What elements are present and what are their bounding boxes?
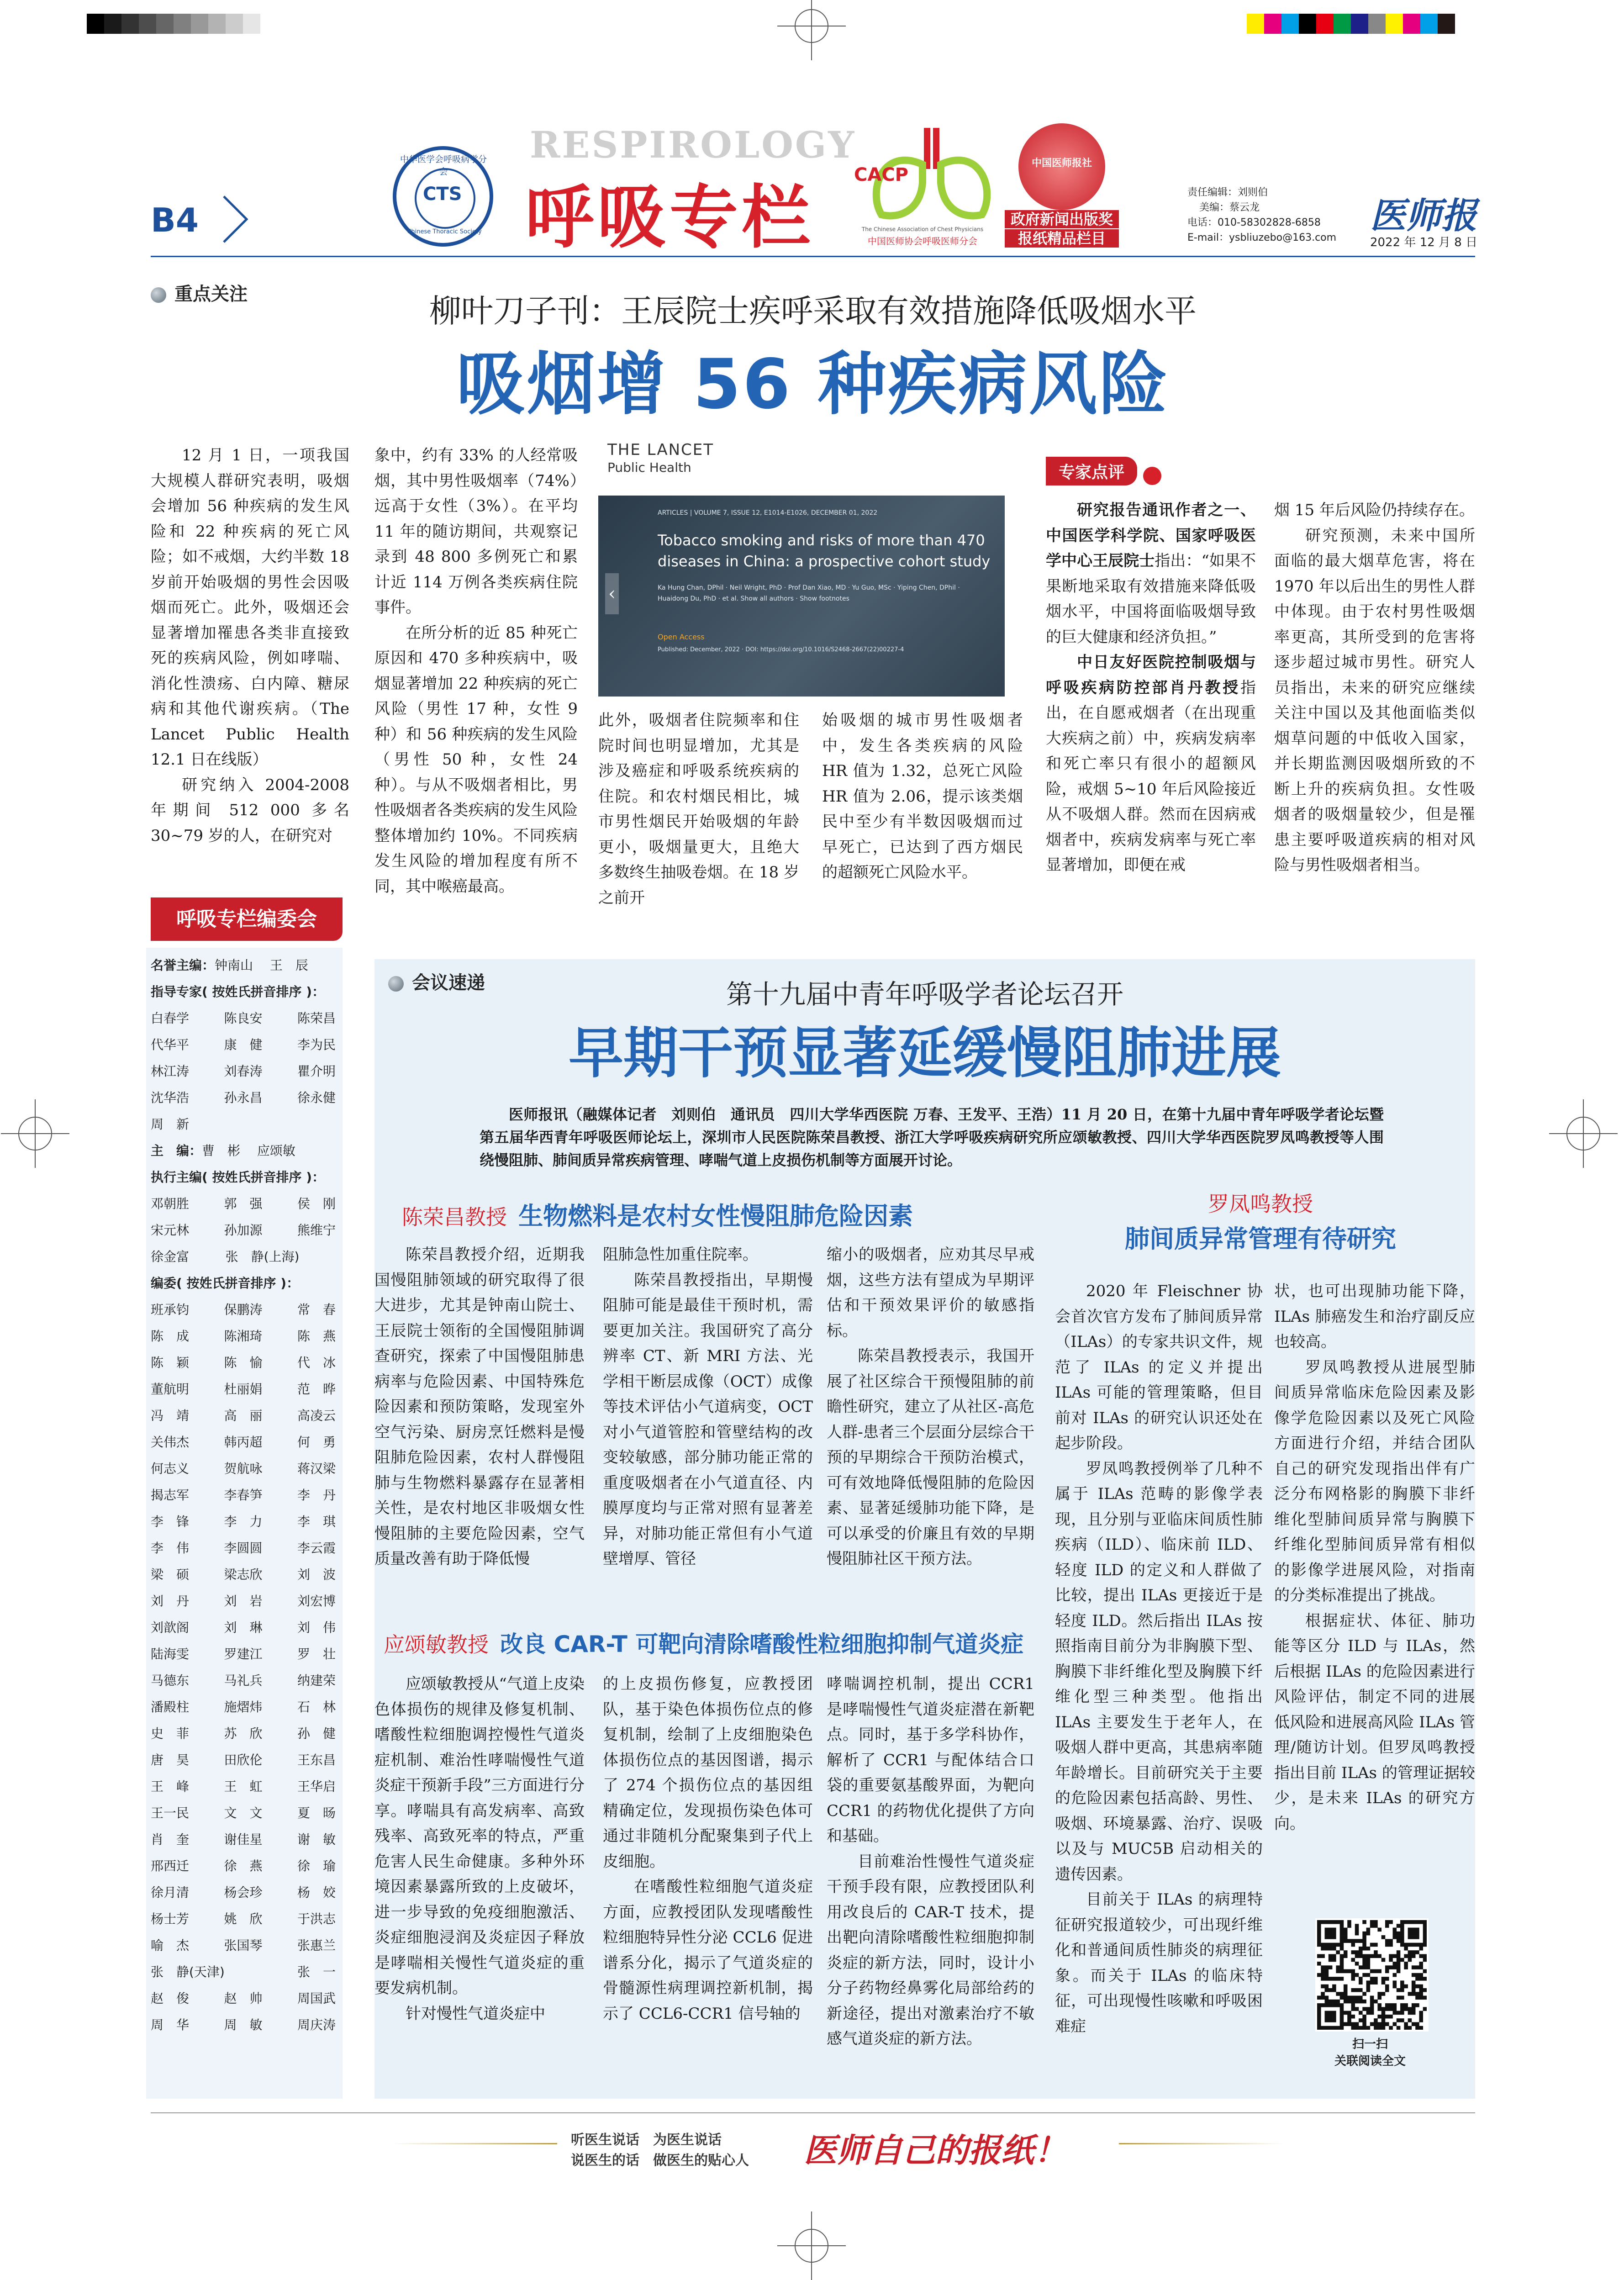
speaker-topic: 生物燃料是农村女性慢阻肺危险因素 [518,1202,913,1230]
board-member-name: 关伟杰 [151,1435,190,1450]
board-row [151,1932,336,1959]
expert-name: 研究报告通讯作者之一、中国医学科学院、国家呼吸医学中心王辰院士 [1046,501,1256,570]
board-row [151,1985,336,2012]
board-label: 主 编： [151,1143,202,1158]
board-row [151,1906,336,1932]
board-row [151,1694,336,1721]
board-member-name: 李 力 [224,1514,263,1529]
board-member-name: 孙 健 [297,1726,336,1741]
board-member-name: 喻 杰 [151,1938,190,1953]
board-member-name: 苏 欣 [224,1726,263,1741]
board-member-name: 代华平 [151,1037,190,1052]
board-row [151,1191,336,1217]
board-member-name: 梁 硕 [151,1567,190,1582]
article-column-3 [598,708,799,911]
board-advisers-label [151,979,336,1005]
board-member-name: 于洪志 [297,1911,336,1926]
color-bar [1247,14,1455,36]
board-member-name: 张 静(上海) [225,1249,300,1264]
board-member-name: 石 林 [297,1699,336,1715]
board-member-name: 陈 愉 [224,1355,263,1370]
column-name-en: RESPIROLOGY [530,123,856,166]
board-member-name: 谢 敏 [297,1832,336,1847]
board-row [151,1482,336,1509]
lancet-journal-sub: Public Health [607,460,691,475]
board-row [151,1747,336,1773]
lancet-paper-title: Tobacco smoking and risks of more than 470 diseases in China: a prospective cohort study [658,532,991,570]
board-row [151,1826,336,1853]
qr-code-image [1317,1920,1427,2030]
board-member-name: 刘 伟 [297,1620,336,1635]
board-advisers [151,1005,336,1138]
article-column-4 [822,708,1023,886]
luo-column-2 [1274,1279,1475,1837]
board-member-name: 周国武 [297,1991,336,2006]
board-label: 编委( 按姓氏拼音排序 )： [151,1276,300,1291]
ying-column-1 [374,1672,585,2027]
qr-caption-2: 关联阅读全文 [1334,2054,1406,2068]
paragraph: 始吸烟的城市男性吸烟者中，发生各类疾病的风险 HR 值为 1.32，总死亡风险 HR 值为 2.06，提示该类烟民中至少有半数因吸烟而过早死亡，已达到了西方烟民的超额死亡风险水平。 [822,711,1023,881]
pushpin-icon [1143,467,1161,485]
paragraph [1046,498,1256,650]
cts-logo-text: 中华医学会呼吸病学分会 [400,154,487,177]
board-row [151,1085,336,1111]
section-label-focus [151,280,248,306]
footer-slogan-1: 听医生说话 为医生说话 [571,2132,722,2148]
board-row [151,1879,336,1906]
board-member-name: 杨 姣 [297,1885,336,1900]
section-bullet-icon [151,287,166,303]
board-member-name: 潘殿柱 [151,1699,190,1715]
board-row [151,1297,336,1323]
paragraph: 陈荣昌教授表示，我国开展了社区综合干预慢阻肺的前瞻性研究，建立了从社区-高危人群-患者三个层面分层综合干预的早期综合干预防治模式，可有效地降低慢阻肺的危险因素、显著延缓肺功能下降，是可以承受的价廉且有效的早期慢阻肺社区干预方法。 [827,1347,1034,1568]
board-member-name: 杨士芳 [151,1911,190,1926]
paragraph: 应颂敏教授从“气道上皮染色体损伤的规律及修复机制、嗜酸性粒细胞调控慢性气道炎症机制、难治性哮喘慢性气道炎症干预新手段”三方面进行分享。哮喘具有高发病率、高致残率、高致死率的特点，严重危害人民生命健康。多种外环境因素暴露所致的上皮破坏，进一步导致的免疫细胞激活、炎症细胞浸润及炎症因子释放是哮喘相关慢性气道炎症的重要发病机制。 [374,1675,585,1997]
lancet-open-access-badge: Open Access [658,633,705,641]
section-label-text: 会议速递 [412,972,485,993]
board-member-name: 韩丙超 [224,1435,263,1450]
expert-comment-label [1046,457,1161,486]
board-member-name: 瞿介明 [297,1064,336,1079]
issue-date: 2022 年 12 月 8 日 [1370,236,1478,249]
board-member-name: 马礼兵 [224,1673,263,1688]
footer-flourish [393,2143,557,2144]
board-title: 呼吸专栏编委会 [151,897,343,941]
email: E-mail：ysbliuzebo@163.com [1187,232,1337,243]
board-row [151,1959,336,1985]
board-row [151,1456,336,1482]
board-row [151,1800,336,1826]
board-row [151,1376,336,1403]
board-member-name: 郭 强 [224,1196,263,1211]
footer-slogan-2: 说医生的话 做医生的贴心人 [571,2153,749,2169]
expert-quote: 指出，在自愿戒烟者（在出现重大疾病之前）中，疾病发病率和死亡率只有很小的超额风险，戒烟 5~10 年后风险接近从不吸烟人群。然而在因病戒烟者中，疾病发病率与死亡率显著增加，即便在戒 [1046,678,1256,874]
board-member-name: 沈华浩 [151,1090,190,1105]
board-member-name: 侯 刚 [297,1196,336,1211]
board-member-name: 李 丹 [297,1488,336,1503]
award-line-1: 政府新闻出版奖 [1005,210,1119,228]
board-member-name: 周庆涛 [297,2017,336,2032]
expert-name: 中日友好医院控制吸烟与呼吸疾病防控部肖丹教授 [1046,653,1256,697]
board-member-name: 王东昌 [297,1752,336,1768]
board-row [151,1668,336,1694]
board-member-name: 宋元林 [151,1223,190,1238]
board-member-name: 徐 燕 [224,1858,263,1874]
board-member-name: 徐永健 [297,1090,336,1105]
board-member-name: 施熠炜 [224,1699,263,1715]
board-members-label [151,1270,336,1297]
conference-subtitle: 第十九届中青年呼吸学者论坛召开 [726,979,1123,1010]
qr-caption-1: 扫一扫 [1352,2037,1388,2051]
speaker-name: 陈荣昌教授 [402,1205,507,1230]
board-member-name: 高凌云 [297,1408,336,1423]
board-member-name: 徐月清 [151,1885,190,1900]
speaker-name: 应颂敏教授 [384,1632,489,1657]
article-title: 吸烟增 56 种疾病风险 [456,345,1170,424]
board-member-name: 陈良安 [224,1011,263,1026]
board-member-name: 周 华 [151,2017,190,2032]
board-member-name: 王 虹 [224,1779,263,1794]
chen-column-2 [603,1242,813,1572]
lancet-published: Published: December, 2022 · DOI: https://doi.org/10.1016/S2468-2667(22)00227-4 [658,646,904,653]
cts-logo-en: Chinese Thoracic Society [407,228,482,235]
cacp-name-en: The Chinese Association of Chest Physicians [861,226,984,232]
paper-name: 医师报 [1370,195,1477,237]
board-row [151,1641,336,1668]
board-member-name: 周 新 [151,1117,190,1132]
paragraph: 12 月 1 日，一项我国大规模人群研究表明，吸烟会增加 56 种疾病的发生风险和 22 种疾病的死亡风险；如不戒烟，大约半数 18 岁前开始吸烟的男性会因吸烟而死亡。此外，吸烟还会显著增加罹患各类非直接致死的疾病风险，例如哮喘、消化性溃疡、白内障、糖尿病和其他代谢疾病。（The Lancet Public Health 12.1 日在线版） [151,446,349,769]
header-info [1187,185,1336,245]
paragraph: 研究预测，未来中国所面临的最大烟草危害，将在 1970 年以后出生的男性人群中体现。由于农村男性吸烟率更高，其所受到的危害将逐步超过城市男性。研究人员指出，未来的研究应继续关注中国以及其他面临类似烟草问题的中低收入国家，并长期监测因吸烟所致的不断上升的疾病负担。女性吸烟者的吸烟量较少，但是罹患主要呼吸道疾病的相对风险与男性吸烟者相当。 [1274,526,1475,874]
board-names: 钟南山 王 辰 [215,958,308,973]
board-member-name: 陈荣昌 [297,1011,336,1026]
board-member-name: 马德东 [151,1673,190,1688]
grayscale-bar [87,14,260,36]
board-row [151,1350,336,1376]
article-column-1 [151,443,349,849]
board-member-name: 刘 波 [297,1567,336,1582]
board-member-name: 姚 欣 [224,1911,263,1926]
board-exec [151,1191,336,1270]
ying-column-2 [603,1672,813,2027]
registration-mark [18,1117,52,1151]
phone: 电话：010-58302828-6858 [1187,217,1321,228]
board-member-name: 张 静(天津) [151,1964,225,1979]
board-label: 名誉主编： [151,958,215,973]
board-member-name: 冯 靖 [151,1408,190,1423]
lancet-meta: ARTICLES | VOLUME 7, ISSUE 12, E1014-E1026, DECEMBER 01, 2022 [658,509,878,517]
board-row [151,1403,336,1429]
lancet-journal-name: THE LANCET [607,441,714,459]
board-member-name: 范 晔 [297,1382,336,1397]
board-member-name: 白春学 [151,1011,190,1026]
footer-rule [151,2112,1475,2113]
board-member-name: 李云霞 [297,1541,336,1556]
paragraph: 状，也可出现肺功能下降，ILAs 肺癌发生和治疗副反应也较高。 [1274,1282,1475,1351]
board-row [151,1562,336,1588]
registration-mark [795,2229,828,2263]
board-member-name: 常 春 [297,1302,336,1317]
paragraph: 阻肺急性加重住院率。 [603,1246,758,1264]
board-member-name: 文 文 [224,1805,263,1821]
qr-code[interactable] [1315,1918,1429,2032]
board-member-name: 赵 俊 [151,1991,190,2006]
paragraph: 研究纳入 2004-2008 年期间 512 000 多名 30~79 岁的人，在研究对 [151,776,349,845]
article-column-6 [1274,498,1475,878]
board-member-name: 康 健 [224,1037,263,1052]
speaker-topic: 改良 CAR-T 可靶向清除嗜酸性粒细胞抑制气道炎症 [500,1631,1024,1657]
board-member-name: 田欣伦 [224,1752,263,1768]
board-member-name: 董航明 [151,1382,190,1397]
board-member-name: 陈湘琦 [224,1329,263,1344]
cacp-abbr: CACP [854,164,908,185]
paragraph: 陈荣昌教授指出，早期慢阻肺可能是最佳干预时机，需要更加关注。我国研究了高分辨率 CT、新 MRI 方法、光学相干断层成像（OCT）成像等技术评估小气道病变，OCT 对小气道管腔和管壁结构的改变较敏感，部分肺功能正常的重度吸烟者在小气道直径、内膜厚度均与正常对照有显著差异，对肺功能正常但有小气道壁增厚、管径 [603,1271,813,1568]
footer-slogan-3: 医师自己的报纸！ [804,2131,1067,2169]
board-member-name: 何志义 [151,1461,190,1476]
board-member-name: 高 丽 [224,1408,263,1423]
paragraph: 罗凤鸣教授例举了几种不属于 ILAs 范畴的影像学表现，且分别与亚临床间质性肺疾病（ILD）、临床前 ILD、轻度 ILD 的定义和人群做了比较，提出 ILAs 更接近于是轻度 ILD。然后指出 ILAs 按照指南目前分为非胸膜下型、胸膜下非纤维化型及胸膜下纤维化型三种类型。他指出 ILAs 主要发生于老年人，在吸烟人群中更高，其患病率随年龄增长。目前研究关于主要的危险因素包括高龄、男性、吸烟、环境暴露、治疗、误吸以及与 MUC5B 启动相关的遗传因素。 [1055,1459,1263,1884]
board-member-name: 陈 颖 [151,1355,190,1370]
board-row [151,1429,336,1456]
lancet-dark-panel [598,496,1005,697]
board-member-name: 班承钧 [151,1302,190,1317]
section-label-text: 重点关注 [174,284,248,305]
board-row [151,1323,336,1350]
board-chief [151,1138,336,1164]
award-seal [1005,123,1119,247]
paragraph: 目前关于 ILAs 的病理特征研究报道较少，可出现纤维化和普通间质性肺炎的病理征象。而关于 ILAs 的临床特征，可出现慢性咳嗽和呼吸困难症 [1055,1890,1263,2036]
luo-topic: 肺间质异常管理有待研究 [1125,1224,1396,1253]
award-line-2: 报纸精品栏目 [1005,229,1119,248]
editor: 责任编辑：刘则伯 [1187,187,1268,198]
paragraph: 陈荣昌教授介绍，近期我国慢阻肺领域的研究取得了很大进步，尤其是钟南山院士、王辰院士领衔的全国慢阻肺调查研究，探索了中国慢阻肺患病率与危险因素、中国特殊危险因素和预防策略，发现室外空气污染、厨房烹饪燃料是慢阻肺危险因素，农村人群慢阻肺与生物燃料暴露存在显著相关性，是农村地区非吸烟女性慢阻肺的主要危险因素，空气质量改善有助于降低慢 [374,1246,585,1568]
paragraph: 哮喘调控机制，提出 CCR1 是哮喘慢性气道炎症潜在新靶点。同时，基于多学科协作，解析了 CCR1 与配体结合口袋的重要氨基酸界面，为靶向 CCR1 的药物优化提供了方向和基础。 [827,1675,1034,1845]
board-member-name: 王 峰 [151,1779,190,1794]
board-member-name: 揭志军 [151,1488,190,1503]
board-member-name: 刘春涛 [224,1064,263,1079]
board-member-name: 刘宏博 [297,1594,336,1609]
board-member-name: 梁志欣 [224,1567,263,1582]
lancet-authors: Ka Hung Chan, DPhil · Neil Wright, PhD · Prof Dan Xiao, MD · Yu Guo, MSc · Yiping Chen, DPhil · Huaidong Du, PhD · et al. Show all authors · Show footnotes [658,584,960,602]
ying-heading [384,1626,1023,1659]
board-row [151,1032,336,1058]
board-member-name: 纳建荣 [297,1673,336,1688]
board-row [151,1244,336,1270]
paragraph: 象中，约有 33% 的人经常吸烟，其中男性吸烟率（74%）远高于女性（3%）。在平均 11 年的随访期间，共观察记录到 48 800 多例死亡和累计近 114 万例各类疾病住院事件。 [374,446,578,617]
board-member-name: 李 琪 [297,1514,336,1529]
registration-mark [795,9,828,43]
chen-column-3 [827,1242,1034,1572]
board-member-name: 李 伟 [151,1541,190,1556]
board-member-name: 张惠兰 [297,1938,336,1953]
board-member-name: 徐金富 [151,1249,190,1264]
cacp-name-cn: 中国医师协会呼吸医师分会 [868,236,977,247]
board-row [151,1058,336,1085]
board-row [151,1615,336,1641]
board-member-name: 李圆圆 [224,1541,263,1556]
board-member-name: 罗建江 [224,1647,263,1662]
board-member-name: 陈 成 [151,1329,190,1344]
board-member-name: 史 菲 [151,1726,190,1741]
board-honorary [151,952,336,979]
board-row [151,1111,336,1138]
board-names: 曹 彬 应颂敏 [202,1143,295,1158]
board-members [151,1297,336,2038]
board-member-name: 赵 帅 [224,1991,263,2006]
paragraph: 在所分析的近 85 种死亡原因和 470 多种疾病中，吸烟显著增加 22 种疾病的死亡风险（男性 17 种，女性 9 种）和 56 种疾病的发生风险（男性 50 种，女性 24 种）。与从不吸烟者相比，男性吸烟者各类疾病的发生风险整体增加约 10%。不同疾病发生风险的增加程度有所不同，其中喉癌最高。 [374,623,578,896]
paragraph: 2020 年 Fleischner 协会首次官方发布了肺间质异常（ILAs）的专家共识文件，规范了 ILAs 的定义并提出 ILAs 可能的管理策略，但目前对 ILAs 的研究认识还处在起步阶段。 [1055,1282,1263,1452]
board-row [151,1535,336,1562]
board-member-name: 周 敏 [224,2017,263,2032]
board-member-name: 邓朝胜 [151,1196,190,1211]
paragraph: 针对慢性气道炎症中 [406,2004,545,2023]
board-row [151,1588,336,1615]
board-row [151,1005,336,1032]
designer: 美编：蔡云龙 [1199,202,1260,213]
column-name-cn: 呼吸专栏 [525,178,814,258]
ying-column-3 [827,1672,1034,2052]
board-member-name: 王一民 [151,1805,190,1821]
editorial-board [151,952,336,2038]
board-member-name: 贺航咏 [224,1461,263,1476]
article-column-2 [374,443,578,899]
board-row [151,1509,336,1535]
board-member-name: 陆海雯 [151,1647,190,1662]
article-column-5 [1046,498,1256,878]
chen-heading [402,1197,913,1232]
luo-column-1 [1055,1279,1263,2039]
footer-flourish [1119,2143,1283,2144]
board-row [151,1853,336,1879]
paragraph [1046,650,1256,878]
board-member-name: 李春笋 [224,1488,263,1503]
board-member-name: 王华启 [297,1779,336,1794]
paragraph: 目前难治性慢性气道炎症干预手段有限，应教授团队利用改良后的 CAR-T 技术，提出靶向清除嗜酸性粒细胞抑制炎症的新方法，同时，设计小分子药物经鼻雾化局部给药的新途径，提出对激素治疗不敏感气道炎症的新方法。 [827,1852,1034,2048]
paragraph: 缩小的吸烟者，应劝其尽早戒烟，这些方法有望成为早期评估和干预效果评价的敏感指标。 [827,1246,1034,1340]
board-member-name: 代 冰 [297,1355,336,1370]
paragraph: 在嗜酸性粒细胞气道炎症方面，应教授团队发现嗜酸性粒细胞特异性分泌 CCL6 促进谱系分化，揭示了气道炎症的骨髓源性病理调控新机制，揭示了 CCL6-CCR1 信号轴的 [603,1878,813,2023]
paragraph: 罗凤鸣教授从进展型肺间质异常临床危险因素及影像学危险因素以及死亡风险方面进行介绍，并结合团队自己的研究发现指出伴有广泛分布网格影的胸膜下非纤维化型肺间质异常与胸膜下纤维化型肺间质异常有相似的影像学进展风险，对指南的分类标准提出了挑战。 [1274,1358,1475,1604]
paragraph: 根据症状、体征、肺功能等区分 ILD 与 ILAs，然后根据 ILAs 的危险因素进行风险评估，制定不同的进展低风险和进展高风险 ILAs 管理/随访计划。但罗凤鸣教授指出目前 ILAs 的管理证据较少，是未来 ILAs 的研究方向。 [1274,1611,1475,1833]
cts-logo [393,146,493,247]
board-member-name: 刘 岩 [224,1594,263,1609]
board-member-name: 杨会珍 [224,1885,263,1900]
board-member-name: 何 勇 [297,1435,336,1450]
board-row [151,1773,336,1800]
board-member-name: 罗 壮 [297,1647,336,1662]
paragraph: 的上皮损伤修复，应教授团队，基于染色体损伤位点的修复机制，绘制了上皮细胞染色体损伤位点的基因图谱，揭示了 274 个损伤位点的基因组精确定位，发现损伤染色体可通过非随机分配聚集到子代上皮细胞。 [603,1675,813,1871]
registration-mark [1566,1117,1600,1151]
board-label: 指导专家( 按姓氏拼音排序 )： [151,984,325,999]
board-member-name: 邢西迁 [151,1858,190,1874]
board-member-name: 熊维宁 [297,1223,336,1238]
board-member-name: 陈 燕 [297,1329,336,1344]
page-code-chevron-icon [219,192,251,247]
board-exec-label [151,1164,336,1191]
board-member-name: 林江涛 [151,1064,190,1079]
board-member-name: 徐 瑜 [297,1858,336,1874]
board-member-name: 蒋汉梁 [297,1461,336,1476]
board-member-name: 夏 旸 [297,1805,336,1821]
page-code: B4 [151,201,199,239]
board-member-name: 李 锋 [151,1514,190,1529]
board-label: 执行主编( 按姓氏拼音排序 )： [151,1170,325,1185]
board-member-name: 肖 奎 [151,1832,190,1847]
lancet-article-screenshot [598,441,1005,697]
paragraph: 烟 15 年后风险仍持续存在。 [1274,501,1475,519]
board-row [151,1721,336,1747]
board-row [151,1217,336,1244]
conference-title: 早期干预显著延缓慢阻肺进展 [569,1022,1281,1085]
board-member-name: 刘 丹 [151,1594,190,1609]
conference-lead [480,1103,1384,1172]
paragraph: 医师报讯（融媒体记者 刘则伯 通讯员 四川大学华西医院 万春、王发平、王浩）11 月 20 日，在第十九届中青年呼吸学者论坛暨第五届华西青年呼吸医师论坛上，深圳市人民医院陈荣昌教授、浙江大学呼吸疾病研究所应颂敏教授、四川大学华西医院罗凤鸣教授等人围绕慢阻肺、肺间质异常疾病管理、哮喘气道上皮损伤机制等方面展开讨论。 [480,1106,1384,1169]
expert-quote: 指出：“如果不果断地采取有效措施来降低吸烟水平，中国将面临吸烟导致的巨大健康和经济负担。” [1046,552,1256,646]
article-subtitle: 柳叶刀子刊：王辰院士疾呼采取有效措施降低吸烟水平 [429,292,1197,330]
expert-comment-label-text: 专家点评 [1046,457,1137,486]
luo-name: 罗凤鸣教授 [1208,1192,1313,1216]
carousel-prev-icon: ‹ [605,573,619,614]
board-member-name: 刘 琳 [224,1620,263,1635]
board-member-name: 孙加源 [224,1223,263,1238]
board-member-name: 唐 昊 [151,1752,190,1768]
board-row [151,2012,336,2038]
board-member-name: 李为民 [297,1037,336,1052]
board-member-name: 张 一 [297,1964,336,1979]
board-member-name: 保鹏涛 [224,1302,263,1317]
chen-column-1 [374,1242,585,1572]
cts-logo-letters: CTS [423,184,462,205]
board-member-name: 杜丽娟 [224,1382,263,1397]
board-member-name: 刘歆阁 [151,1620,190,1635]
board-member-name: 谢佳星 [224,1832,263,1847]
board-member-name: 孙永昌 [224,1090,263,1105]
paragraph: 此外，吸烟者住院频率和住院时间也明显增加，尤其是涉及癌症和呼吸系统疾病的住院。和农村烟民相比，城市男性烟民开始吸烟的年龄更小，吸烟量更大，且绝大多数终生抽吸卷烟。在 18 岁之前开 [598,711,799,907]
board-member-name: 张国琴 [224,1938,263,1953]
award-seal-text: 中国医师报社 [1031,158,1092,169]
